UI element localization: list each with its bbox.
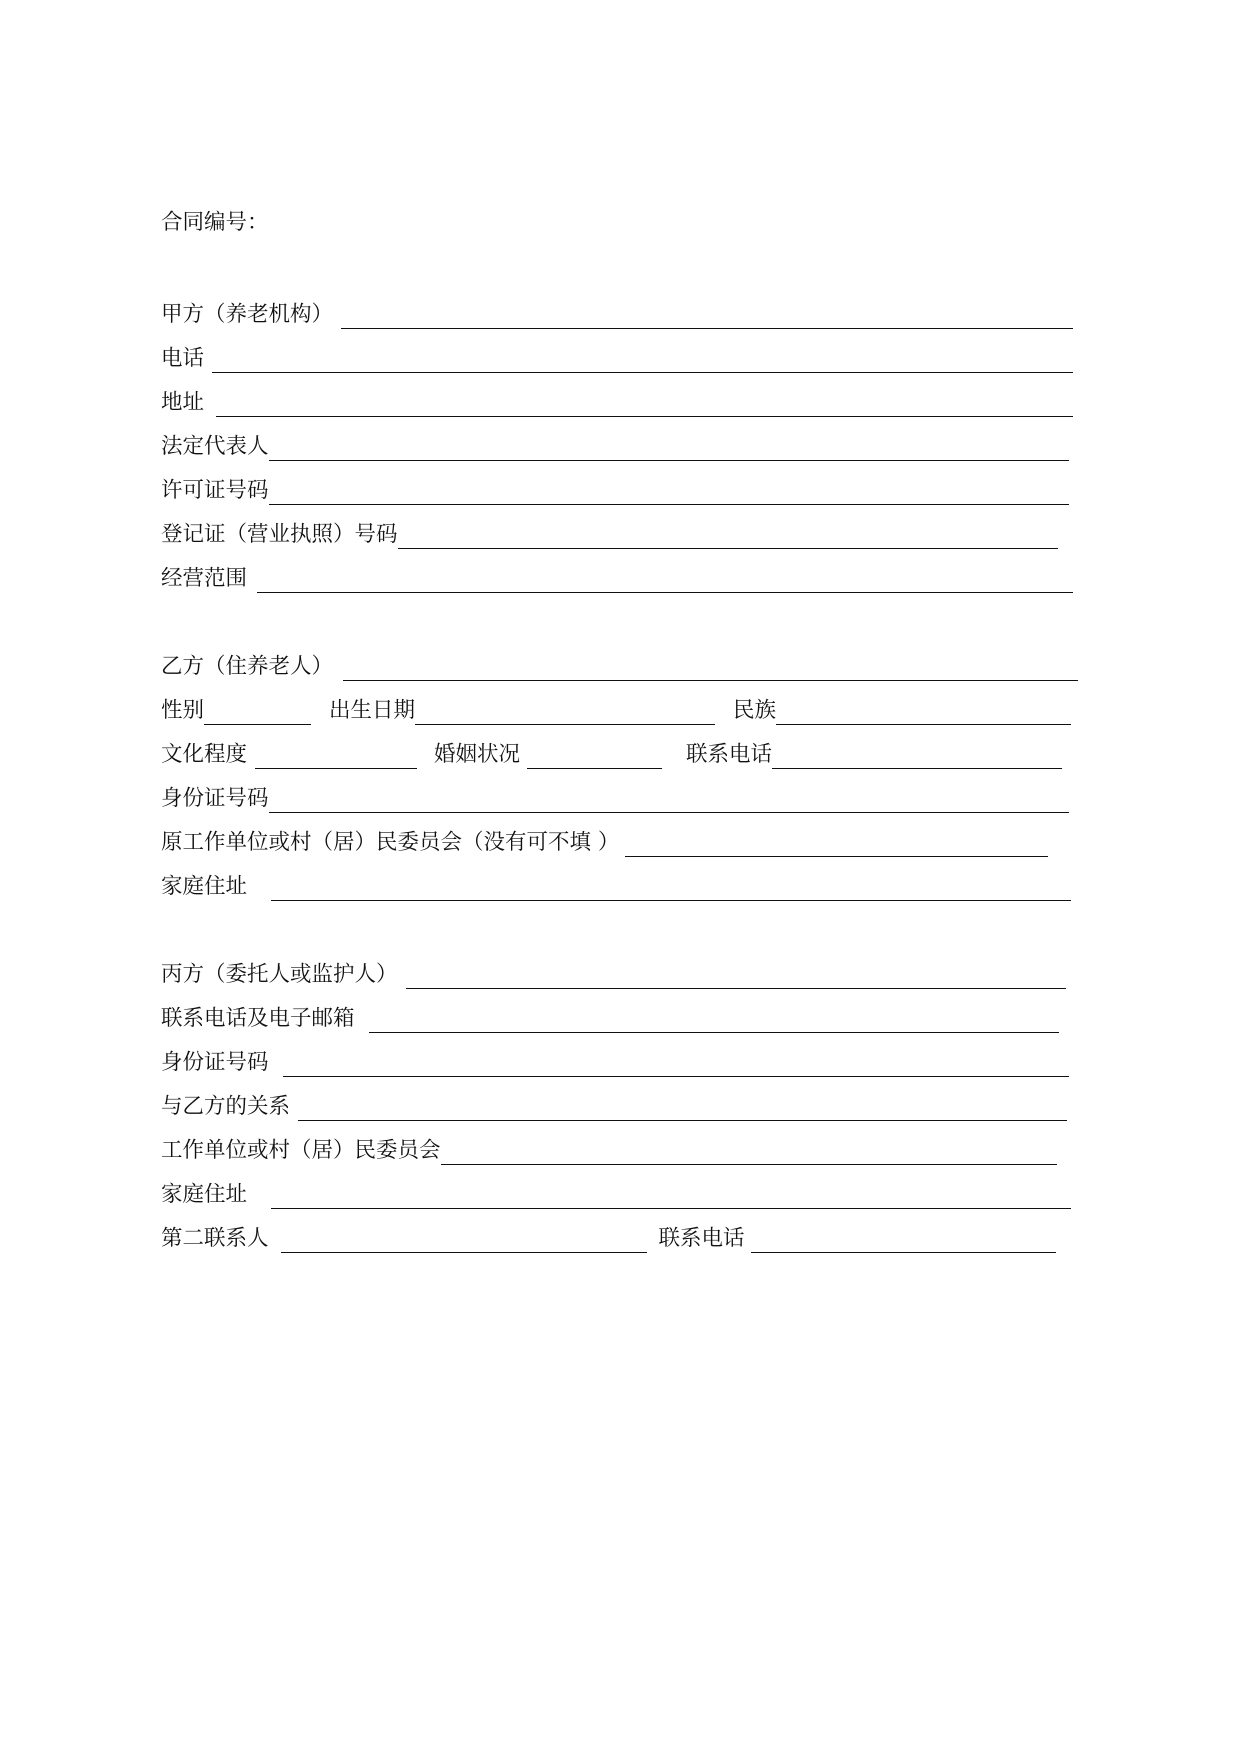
- party-b-birth-label: 出生日期: [329, 698, 416, 723]
- party-c-name-field[interactable]: [406, 988, 1066, 989]
- party-b-home-label: 家庭住址: [161, 874, 248, 899]
- party-c-second-contact-field[interactable]: [281, 1252, 647, 1253]
- party-a-legal-rep-field[interactable]: [269, 460, 1069, 461]
- party-c-home-label: 家庭住址: [161, 1182, 248, 1207]
- party-b-status-row: [161, 736, 1062, 772]
- party-b-phone-field[interactable]: [772, 768, 1062, 769]
- party-b-marital-label: 婚姻状况: [434, 742, 521, 767]
- party-b-name-label: 乙方（住养老人）: [161, 654, 334, 679]
- party-c-contact-row: [161, 1000, 1059, 1036]
- party-c-contact-label: 联系电话及电子邮箱: [161, 1006, 355, 1031]
- party-a-legal-rep-row: [161, 428, 1069, 464]
- party-b-gender-field[interactable]: [204, 724, 311, 725]
- party-a-license-field[interactable]: [269, 504, 1069, 505]
- party-a-address-field[interactable]: [216, 416, 1073, 417]
- party-a-name-field[interactable]: [341, 328, 1073, 329]
- party-a-phone-field[interactable]: [212, 372, 1073, 373]
- party-b-basic-row: [161, 692, 1071, 728]
- party-a-license-row: [161, 472, 1069, 508]
- party-a-phone-label: 电话: [161, 346, 205, 371]
- party-c-second-phone-field[interactable]: [751, 1252, 1056, 1253]
- party-c-id-label: 身份证号码: [161, 1050, 269, 1075]
- party-b-home-field[interactable]: [271, 900, 1071, 901]
- party-b-former-unit-label: 原工作单位或村（居）民委员会（没有可不填 ）: [161, 830, 620, 855]
- party-c-second-phone-label: 联系电话: [658, 1226, 745, 1251]
- party-b-name-field[interactable]: [343, 680, 1078, 681]
- party-a-name-label: 甲方（养老机构）: [161, 302, 334, 327]
- party-c-unit-label: 工作单位或村（居）民委员会: [161, 1138, 441, 1163]
- party-b-ethnicity-field[interactable]: [776, 724, 1071, 725]
- party-a-license-label: 许可证号码: [161, 478, 269, 503]
- party-b-birth-field[interactable]: [415, 724, 715, 725]
- party-b-ethnicity-label: 民族: [733, 698, 777, 723]
- party-c-unit-row: [161, 1132, 1057, 1168]
- contract-number-label: 合同编号：: [161, 210, 269, 235]
- party-b-id-label: 身份证号码: [161, 786, 269, 811]
- party-b-marital-field[interactable]: [527, 768, 662, 769]
- party-b-id-field[interactable]: [269, 812, 1069, 813]
- party-a-legal-rep-label: 法定代表人: [161, 434, 269, 459]
- party-c-relation-field[interactable]: [298, 1120, 1067, 1121]
- party-c-relation-row: [161, 1088, 1067, 1124]
- party-a-scope-field[interactable]: [257, 592, 1073, 593]
- party-c-contact-field[interactable]: [369, 1032, 1059, 1033]
- party-b-id-row: [161, 780, 1069, 816]
- party-b-gender-label: 性别: [161, 698, 205, 723]
- party-c-home-row: [161, 1176, 1071, 1212]
- party-a-name-row: [161, 296, 1073, 332]
- party-a-address-row: [161, 384, 1073, 420]
- contract-number-row: [161, 204, 269, 240]
- party-c-second-contact-row: [161, 1220, 1056, 1256]
- party-b-home-row: [161, 868, 1071, 904]
- party-b-phone-label: 联系电话: [686, 742, 773, 767]
- party-a-registration-label: 登记证（营业执照）号码: [161, 522, 398, 547]
- party-c-relation-label: 与乙方的关系: [161, 1094, 291, 1119]
- party-a-registration-row: [161, 516, 1058, 552]
- party-b-education-label: 文化程度: [161, 742, 248, 767]
- party-a-scope-label: 经营范围: [161, 566, 248, 591]
- party-c-second-contact-label: 第二联系人: [161, 1226, 269, 1251]
- party-a-address-label: 地址: [161, 390, 205, 415]
- party-a-registration-field[interactable]: [398, 548, 1058, 549]
- party-c-name-row: [161, 956, 1066, 992]
- party-b-name-row: [161, 648, 1078, 684]
- party-b-former-unit-field[interactable]: [625, 856, 1048, 857]
- party-a-phone-row: [161, 340, 1073, 376]
- party-b-education-field[interactable]: [255, 768, 417, 769]
- party-c-name-label: 丙方（委托人或监护人）: [161, 962, 398, 987]
- party-c-id-row: [161, 1044, 1069, 1080]
- party-c-home-field[interactable]: [271, 1208, 1071, 1209]
- party-c-unit-field[interactable]: [441, 1164, 1057, 1165]
- party-c-id-field[interactable]: [283, 1076, 1069, 1077]
- party-b-former-unit-row: [161, 824, 1048, 860]
- party-a-scope-row: [161, 560, 1073, 596]
